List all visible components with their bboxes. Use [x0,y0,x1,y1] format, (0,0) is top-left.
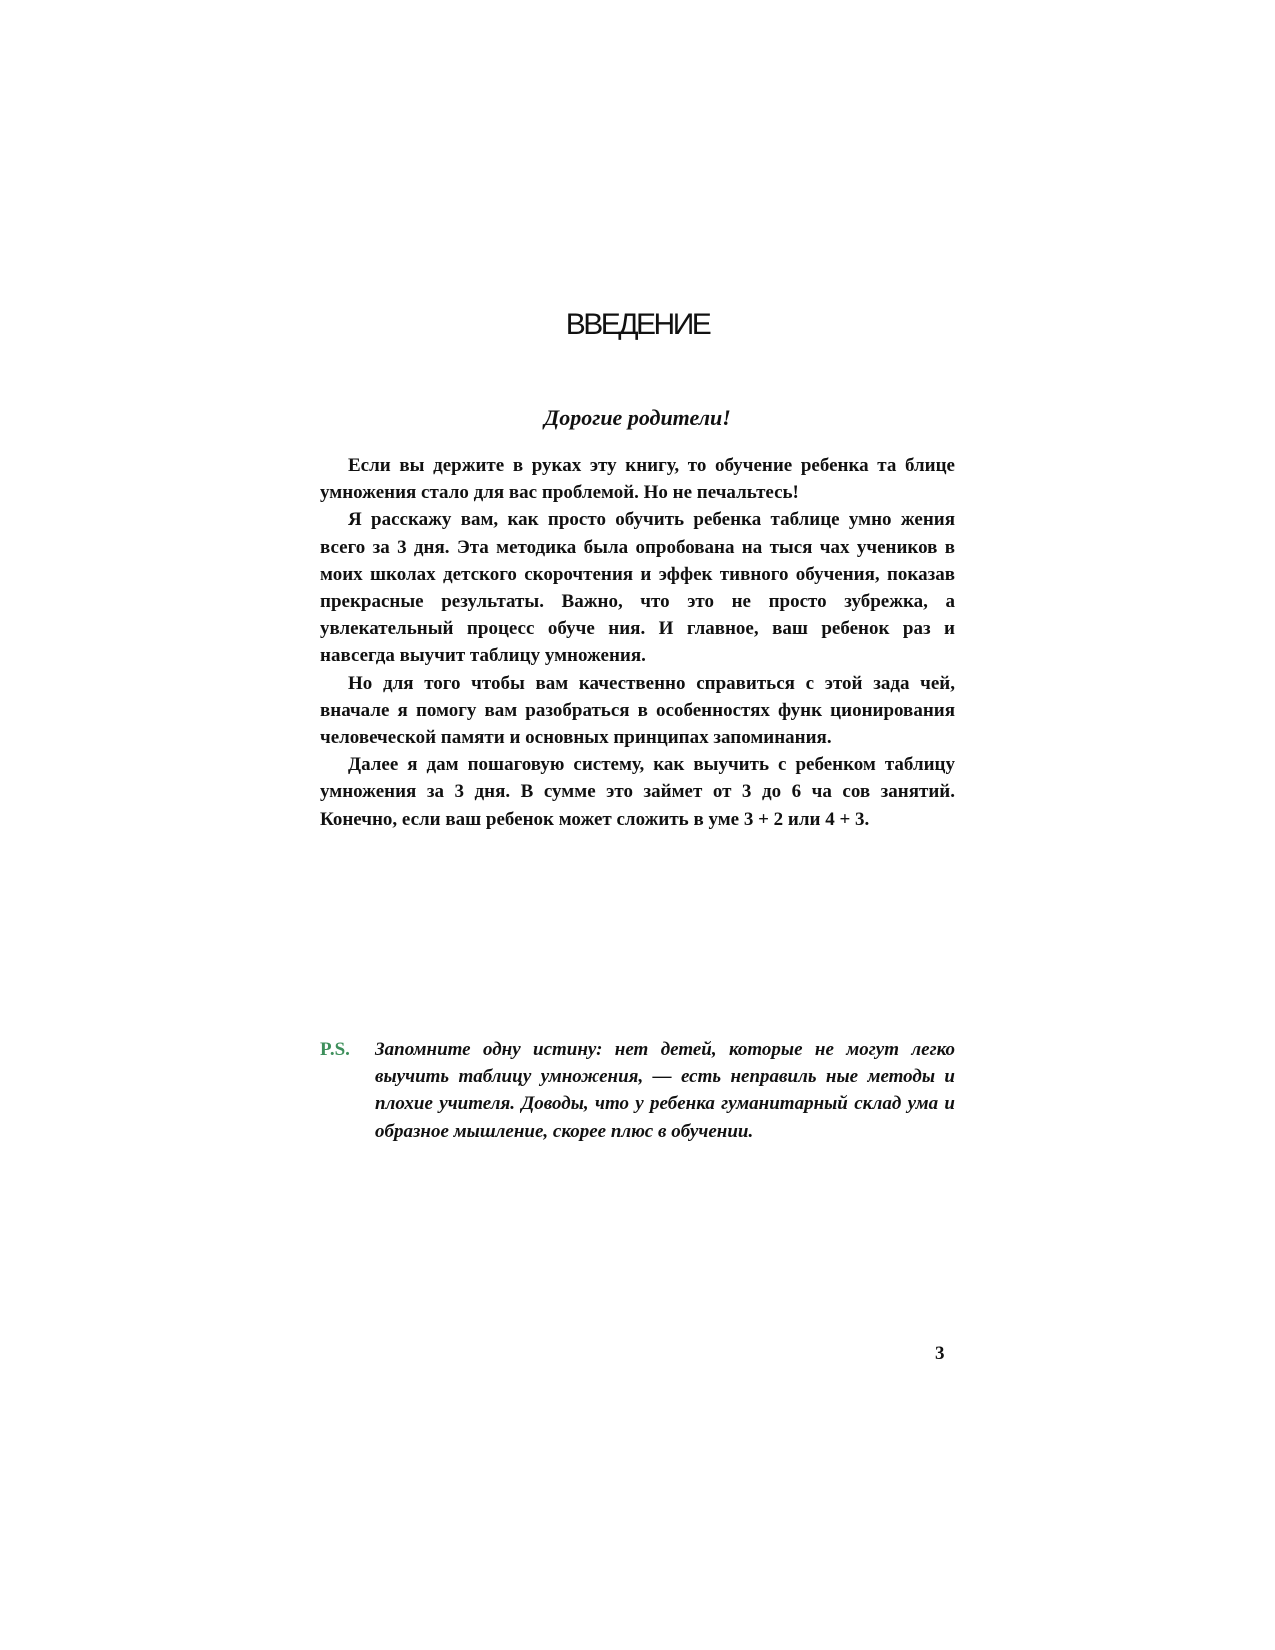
paragraph-4: Далее я дам пошаговую систему, как выучить с ребенком таблицу умножения за 3 дня. В сумме это займет от 3 до 6 ча сов занятий. Конечно, если ваш ребенок может сложить в уме 3 + 2 или 4 + 3. [320,754,955,830]
intro-body [320,452,955,833]
ps-text: Запомните одну истину: нет детей, которые не могут легко выучить таблицу умножения, — есть неправиль ные методы и плохие учителя. Доводы, что у ребенка гуманитарный склад ума и образное мышление, скорее плюс в обучении. [375,1039,955,1142]
page-number: 3 [935,1343,945,1364]
paragraph-1: Если вы держите в руках эту книгу, то обучение ребенка та блице умножения стало для вас проблемой. Но не печальтесь! [320,455,955,504]
ps-label: P.S. [320,1039,350,1060]
postscript [320,1036,955,1145]
paragraph-3: Но для того чтобы вам качественно справиться с этой зада чей, вначале я помогу вам разобраться в особенностях функ ционирования человеческой памяти и основных принципах запоминания. [320,672,955,749]
paragraph-2: Я расскажу вам, как просто обучить ребенка таблице умно жения всего за 3 дня. Эта методика была опробована на тыся чах учеников в моих школах детского скорочтения и эффек тивного обучения, показав прекрасные результаты. Важно, что это не просто зубрежка, а увлекательный процесс обуче ния. И главное, ваш ребенок раз и навсегда выучит таблицу умножения. [320,509,955,667]
chapter-title: ВВЕДЕНИЕ [565,308,710,341]
greeting-heading: Дорогие родители! [544,405,731,430]
